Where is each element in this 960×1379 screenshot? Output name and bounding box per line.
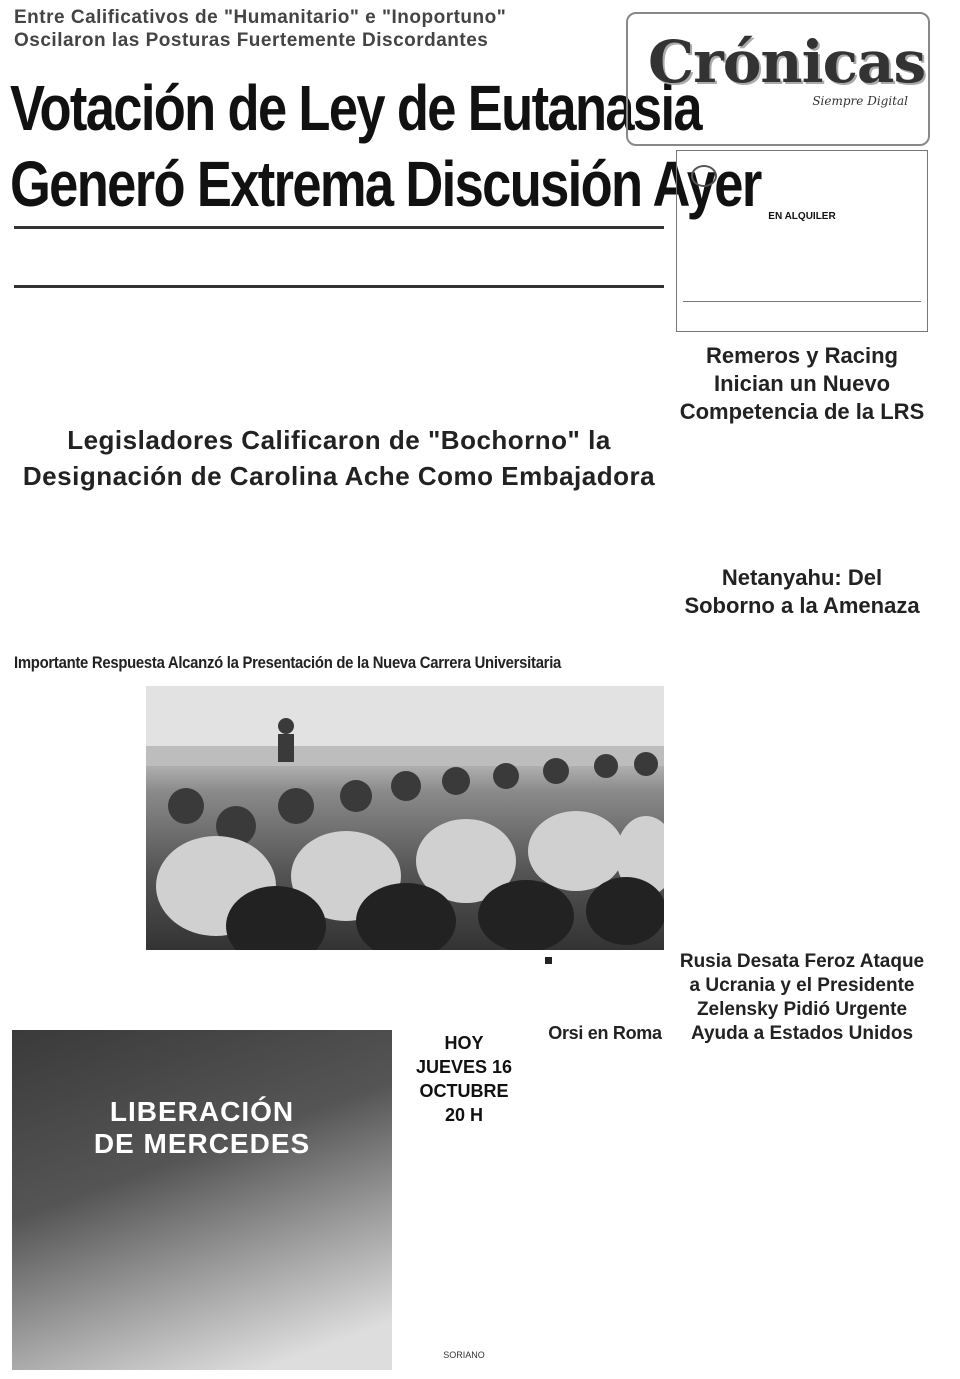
event-ad — [12, 1030, 392, 1370]
audience-photo-image — [146, 686, 664, 950]
story2-body — [14, 496, 664, 644]
main-lede — [14, 226, 664, 288]
story3-column-4 — [541, 956, 665, 1022]
audience-photo — [146, 686, 664, 950]
main-story-column-2 — [234, 290, 444, 418]
masthead — [626, 12, 930, 146]
event-info — [396, 1030, 532, 1370]
event-time: 20 H — [444, 1105, 484, 1125]
rental-ad — [676, 150, 928, 332]
end-mark-icon — [545, 957, 552, 964]
realtor-logo-icon — [691, 165, 717, 187]
main-headline — [10, 70, 761, 222]
kicker-line-2: Oscilaron las Posturas Fuertemente Discordantes — [14, 30, 489, 51]
sidebar-body-1 — [678, 432, 926, 552]
story2-column-1 — [14, 496, 224, 644]
story3-column-3 — [409, 956, 533, 1022]
story3-headline: Importante Respuesta Alcanzó la Presentación de la Nueva Carrera Universitaria — [14, 654, 562, 672]
story2-headline-line-2: Designación de Carolina Ache Como Embajadora — [22, 461, 656, 491]
story2-headline-line-1: Legisladores Calificaron de "Bochorno" la — [67, 425, 611, 455]
event-ad-title-line-2: DE MERCEDES — [93, 1128, 311, 1159]
story3-column-2 — [278, 956, 402, 1022]
story4-headline: Orsi en Roma — [548, 1023, 662, 1043]
event-ad-title — [12, 1096, 392, 1160]
rental-ad-title: EN ALQUILER — [768, 211, 836, 222]
realtor-logo — [691, 165, 717, 187]
sidebar-body-3 — [678, 1052, 926, 1370]
newspaper-tagline: Siempre Digital — [812, 94, 908, 108]
event-organizer: SORIANO — [443, 1350, 485, 1360]
main-story-column-1 — [14, 290, 224, 418]
rental-ad-contact — [683, 301, 921, 306]
sidebar-headline-2: Netanyahu: Del Soborno a la Amenaza — [684, 565, 920, 618]
event-date-line-2: OCTUBRE — [419, 1081, 509, 1101]
story3-column-left — [14, 686, 138, 1020]
main-story-body — [14, 290, 664, 418]
main-story-column-3 — [454, 290, 664, 418]
kicker — [14, 6, 604, 52]
story4-body — [540, 1050, 666, 1370]
story2-column-3 — [454, 496, 664, 644]
event-ad-title-line-1: LIBERACIÓN — [109, 1096, 295, 1127]
story3-body — [146, 956, 664, 1022]
story3-column-1 — [146, 956, 270, 1022]
main-headline-line-1: Votación de Ley de Eutanasia — [10, 72, 701, 144]
kicker-line-1: Entre Calificativos de "Humanitario" e "Inoportuno" — [14, 7, 507, 28]
sidebar-body-2 — [678, 626, 926, 944]
sidebar-headline-3: Rusia Desata Feroz Ataque a Ucrania y el Presidente Zelensky Pidió Urgente Ayuda a Estados Unidos — [679, 951, 925, 1044]
sidebar-headline-1: Remeros y Racing Inician un Nuevo Competencia de la LRS — [679, 343, 925, 424]
story2-column-2 — [234, 496, 444, 644]
main-headline-line-2: Generó Extrema Discusión Ayer — [10, 148, 761, 220]
story2-headline — [14, 422, 664, 494]
event-day: HOY — [444, 1033, 484, 1053]
event-date-line-1: JUEVES 16 — [415, 1057, 513, 1077]
newspaper-name: Crónicas — [648, 28, 926, 96]
